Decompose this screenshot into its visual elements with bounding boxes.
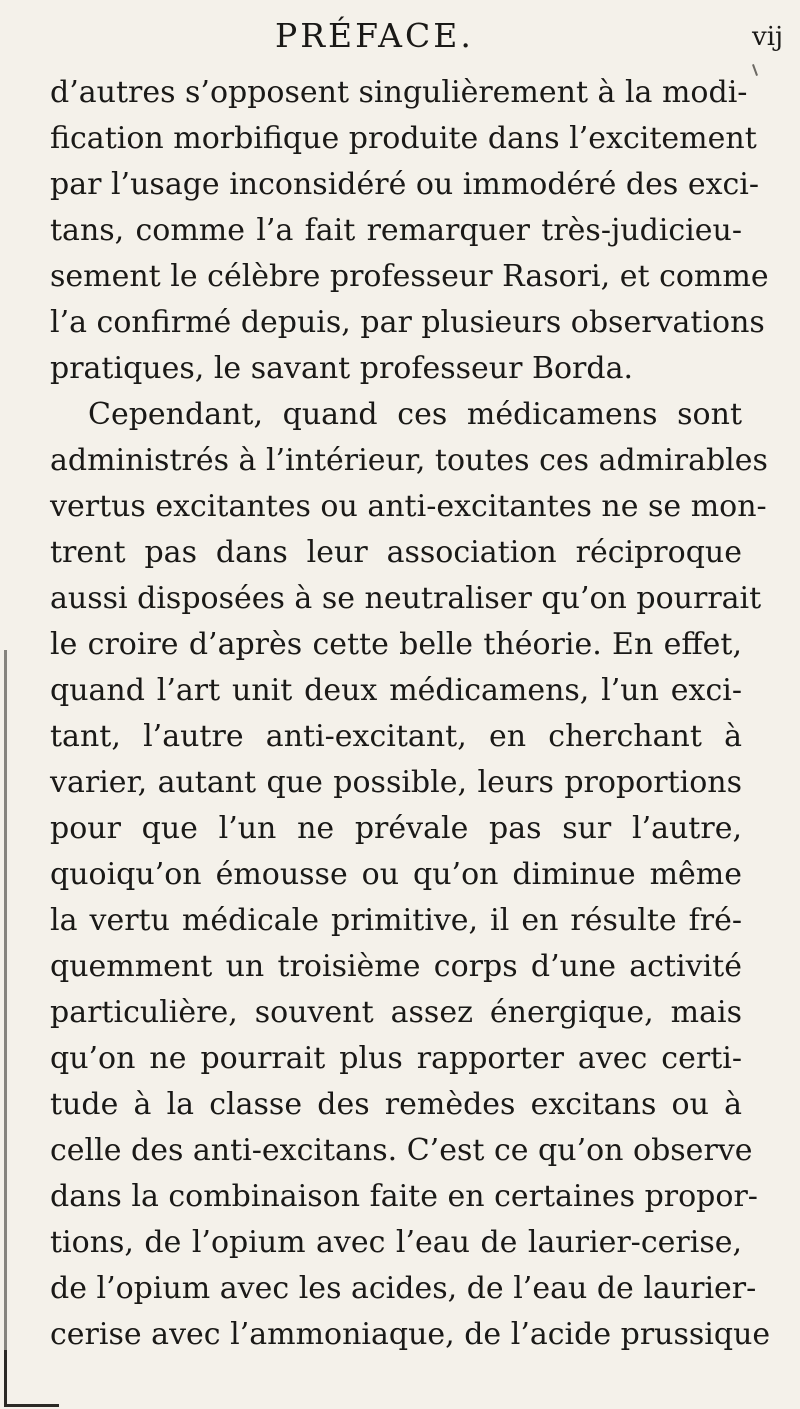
text-line: Cependant, quand ces médicamens sont	[88, 397, 742, 432]
page-title: PRÉFACE.	[275, 16, 474, 55]
text-line: tions, de l’opium avec l’eau de laurier-cerise,	[50, 1225, 742, 1260]
text-line: quand l’art unit deux médicamens, l’un exci-	[50, 673, 742, 708]
ink-speck	[752, 64, 758, 76]
text-line: tans, comme l’a fait remarquer très-judicieu-	[50, 213, 742, 248]
text-line: pratiques, le savant professeur Borda.	[50, 351, 634, 386]
text-line: varier, autant que possible, leurs proportions	[50, 765, 742, 800]
text-line: par l’usage inconsidéré ou immodéré des exci-	[50, 167, 760, 202]
gutter-shadow	[4, 650, 7, 1350]
text-line: dans la combinaison faite en certaines propor-	[50, 1179, 758, 1214]
text-line: celle des anti-excitans. C’est ce qu’on observe	[50, 1133, 753, 1168]
text-line: tant, l’autre anti-excitant, en cherchant à	[50, 719, 742, 754]
running-header	[0, 8, 800, 58]
text-line: d’autres s’opposent singulièrement à la modi-	[50, 75, 748, 110]
text-line: sement le célèbre professeur Rasori, et comme	[50, 259, 769, 294]
text-line: aussi disposées à se neutraliser qu’on pourrait	[50, 581, 762, 616]
text-line: le croire d’après cette belle théorie. En effet,	[50, 627, 742, 662]
gutter-edge	[4, 1350, 7, 1406]
page-number: vij	[752, 22, 784, 52]
text-line: la vertu médicale primitive, il en résulte fré-	[50, 903, 742, 938]
text-line: quemment un troisième corps d’une activité	[50, 949, 742, 984]
text-line: administrés à l’intérieur, toutes ces admirables	[50, 443, 768, 478]
text-line: qu’on ne pourrait plus rapporter avec certi-	[50, 1041, 742, 1076]
page-corner-edge	[4, 1404, 59, 1407]
text-line: particulière, souvent assez énergique, mais	[50, 995, 742, 1030]
text-line: l’a confirmé depuis, par plusieurs observations	[50, 305, 765, 340]
text-line: tude à la classe des remèdes excitans ou à	[50, 1087, 742, 1122]
text-line: cerise avec l’ammoniaque, de l’acide prussique	[50, 1317, 771, 1352]
text-line: vertus excitantes ou anti-excitantes ne se mon-	[50, 489, 767, 524]
text-line: trent pas dans leur association réciproque	[50, 535, 742, 570]
text-line: de l’opium avec les acides, de l’eau de laurier-	[50, 1271, 757, 1306]
text-line: fication morbifique produite dans l’excitement	[50, 121, 757, 156]
text-line: quoiqu’on émousse ou qu’on diminue même	[50, 857, 742, 892]
text-line: pour que l’un ne prévale pas sur l’autre,	[50, 811, 742, 846]
